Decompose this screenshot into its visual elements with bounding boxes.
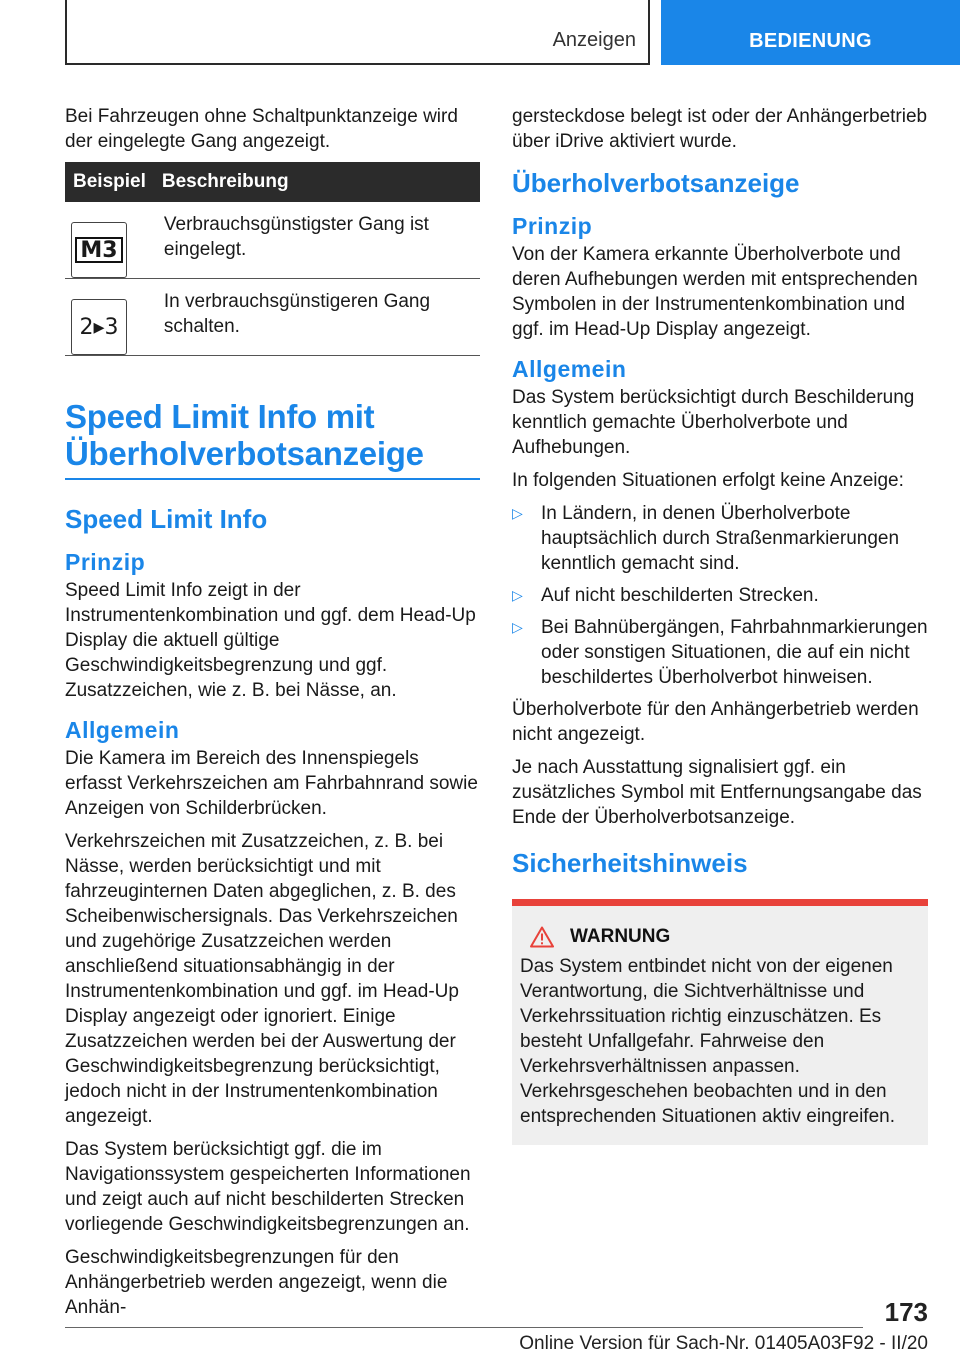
heading-allgemein: Allgemein [65, 717, 180, 743]
intro-paragraph: Bei Fahrzeugen ohne Schaltpunktanzeige wird der eingelegte Gang angezeigt. [65, 106, 458, 152]
paragraph: Geschwindigkeitsbegrenzungen für den Anhängerbetrieb werden angezeigt, wenn die Anhän- [65, 1247, 448, 1318]
heading-prinzip: Prinzip [65, 549, 146, 575]
left-column [65, 104, 480, 1328]
right-column [512, 104, 928, 1145]
footer-divider [65, 1327, 863, 1328]
table-row [65, 202, 480, 279]
section-title: Anzeigen [552, 29, 636, 51]
list-item: ▷ Auf nicht beschilderten Strecken. [512, 585, 819, 606]
warning-title: WARNUNG [570, 926, 671, 947]
footer-text: Online Version für Sach-Nr. 01405A03F92 - II/20 [519, 1333, 928, 1354]
main-heading-line1: Speed Limit Info mit [65, 398, 375, 435]
chapter-tab [661, 0, 960, 65]
triangle-bullet-icon: ▷ [512, 587, 523, 603]
warning-box [512, 906, 928, 1145]
paragraph: Speed Limit Info zeigt in der Instrumentenkombination und ggf. dem Head-Up Display die aktuell gültige Geschwindigkeitsbegrenzung und ggf. Zusatzzeichen, wie z. B. bei Nässe, an. [65, 580, 476, 701]
paragraph: Je nach Ausstattung signalisiert ggf. ein zusätzliches Symbol mit Entfernungsangabe das Ende der Überholverbotsanzeige. [512, 757, 922, 828]
subheading-speed-limit-info: Speed Limit Info [65, 504, 268, 534]
warning-text: Das System entbindet nicht von der eigenen Verantwortung, die Sichtverhältnisse und Verkehrssituation richtig einzuschätzen. Es besteht Unfallgefahr. Fahrweise den Verkehrsverhältnissen anpassen. Verkehrsgeschehen beobachten und in den entsprechenden Situationen aktiv eingreifen. [520, 956, 895, 1127]
shift-up-icon: 2▸3 [71, 299, 127, 355]
warning-bar [512, 899, 928, 906]
paragraph: gersteckdose belegt ist oder der Anhängerbetrieb über iDrive aktiviert wurde. [512, 106, 928, 152]
warning-triangle-icon [530, 926, 554, 948]
paragraph: Das System berücksichtigt ggf. die im Navigationssystem gespeicherten Informationen und zeigt auch auf nicht beschilderten Strecken vorliegende Geschwindigkeitsbegrenzungen an. [65, 1139, 471, 1235]
list-item: ▷ In Ländern, in denen Überholverbote hauptsächlich durch Straßenmarkierungen kenntlich gemacht sind. [512, 503, 900, 574]
table-cell-description: Verbrauchsgünstigster Gang ist eingelegt. [154, 202, 480, 279]
bullet-list [512, 501, 928, 690]
table-header-example: Beispiel [65, 162, 154, 202]
gear-table [65, 162, 480, 356]
paragraph: Das System berücksichtigt durch Beschilderung kenntlich gemachte Überholverbote und Aufhebungen. [512, 387, 915, 458]
main-heading [65, 398, 480, 480]
main-heading-line2: Überholverbotsanzeige [65, 435, 424, 472]
table-row [65, 279, 480, 356]
paragraph: Von der Kamera erkannte Überholverbote und deren Aufhebungen werden mit entsprechenden Symbolen in der Instrumentenkombination und ggf. im Head-Up Display angezeigt. [512, 244, 918, 340]
triangle-bullet-icon: ▷ [512, 505, 523, 521]
gear-m3-icon: M3 [71, 222, 127, 278]
chapter-title: BEDIENUNG [749, 30, 872, 52]
heading-prinzip: Prinzip [512, 213, 593, 239]
page-number: 173 [884, 1297, 928, 1327]
table-header-description: Beschreibung [154, 162, 480, 202]
subheading-safety: Sicherheitshinweis [512, 848, 748, 878]
table-cell-description: In verbrauchsgünstigeren Gang schalten. [154, 279, 480, 356]
list-item: ▷ Bei Bahnübergängen, Fahrbahnmarkierungen oder sonstigen Situationen, die auf ein nicht beschildertes Überholverbot hinweisen. [512, 617, 928, 688]
triangle-bullet-icon: ▷ [512, 619, 523, 635]
subheading-overtaking: Überholverbotsanzeige [512, 168, 800, 198]
paragraph: Überholverbote für den Anhängerbetrieb werden nicht angezeigt. [512, 699, 919, 745]
paragraph: Verkehrszeichen mit Zusatzzeichen, z. B. bei Nässe, werden berücksichtigt und mit fahrzeuginternen Daten abgeglichen, z. B. des Scheibenwischersignals. Das Verkehrszeichen und zugehörige Zusatzzeichen werden anschließend situationsabhängig in der Instrumentenkombination und ggf. im Head-Up Display angezeigt oder ignoriert. Einige Zusatzzeichen werden bei der Auswertung der Geschwindigkeitsbegrenzung berücksichtigt, jedoch nicht in der Instrumentenkombination angezeigt. [65, 831, 459, 1127]
paragraph: In folgenden Situationen erfolgt keine Anzeige: [512, 470, 904, 491]
heading-allgemein: Allgemein [512, 356, 627, 382]
paragraph: Die Kamera im Bereich des Innenspiegels erfasst Verkehrszeichen am Fahrbahnrand sowie Anzeigen von Schilderbrücken. [65, 748, 478, 819]
header-section-box [65, 0, 650, 65]
